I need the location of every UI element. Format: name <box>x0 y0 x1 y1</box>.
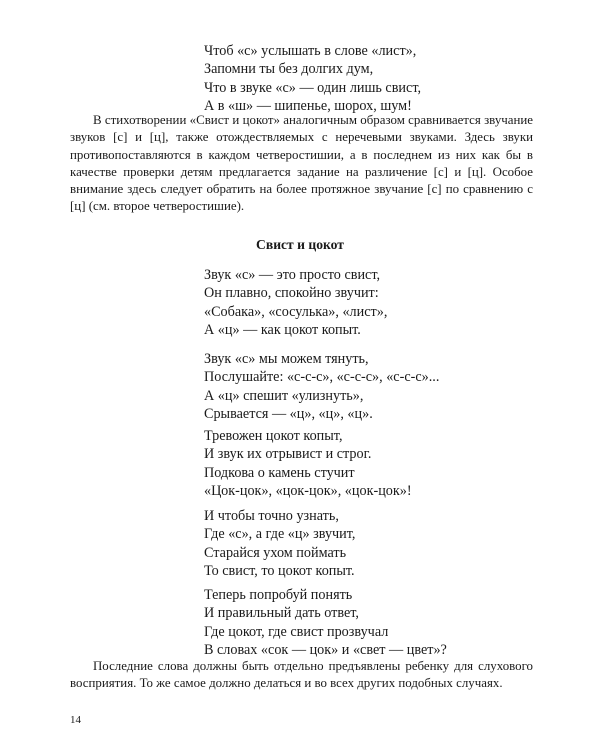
verse-line: Чтоб «с» услышать в слове «лист», <box>204 43 417 59</box>
poem-title: Свист и цокот <box>256 237 344 252</box>
verse-line: Где цокот, где свист прозвучал <box>204 623 389 640</box>
verse-line: И звук их отрывист и строг. <box>204 446 372 463</box>
verse-line: Что в звуке «с» — один лишь свист, <box>204 79 421 96</box>
verse-line: А в «ш» — шипенье, шорох, шум! <box>204 98 412 115</box>
verse-line: Запомни ты без долгих дум, <box>204 61 374 78</box>
verse-line: Где «с», а где «ц» звучит, <box>204 526 356 543</box>
verse-line: В словах «сок — цок» и «свет — цвет»? <box>204 642 447 659</box>
poem-stanza-2 <box>204 350 439 424</box>
verse-line: «Собака», «сосулька», «лист», <box>204 303 388 320</box>
verse-line: То свист, то цокот копыт. <box>204 563 355 580</box>
verse-line: Теперь попробуй понять <box>204 587 353 603</box>
body-paragraph-2: Последние слова должны быть отдельно предъявлены ребенку для слухового восприятия. То же самое должно делаться и во всех других подобных случаях. <box>70 659 533 691</box>
verse-line: Старайся ухом поймать <box>204 544 347 561</box>
verse-line: Он плавно, спокойно звучит: <box>204 285 379 302</box>
page-number: 14 <box>70 714 81 726</box>
verse-line: И чтобы точно узнать, <box>204 508 339 524</box>
body-paragraph-1: В стихотворении «Свист и цокот» аналогичным образом сравнивается звучание звуков [с] и [ц], также отождествляемых с неречевыми звуками. Здесь звуки противопоставляются в каждом четверостишии, а в последнем из них как бы в качестве проверки детям предлагается задание на различение [с] и [ц]. Особое внимание здесь следует обратить на более протяжное звучание [с] по сравнению с [ц] (см. второе четверостишие). <box>70 113 533 214</box>
verse-line: Тревожен цокот копыт, <box>204 428 343 444</box>
verse-line: Звук «с» мы можем тянуть, <box>204 351 369 367</box>
verse-line: Подкова о камень стучит <box>204 464 355 481</box>
poem-stanza-3 <box>204 427 412 501</box>
poem-stanza-4 <box>204 507 355 581</box>
verse-line: И правильный дать ответ, <box>204 605 359 622</box>
verse-line: Послушайте: «с-с-с», «с-с-с», «с-с-с»... <box>204 369 440 386</box>
intro-stanza <box>204 42 421 116</box>
verse-line: Срывается — «ц», «ц», «ц». <box>204 406 373 423</box>
verse-line: Звук «с» — это просто свист, <box>204 267 381 283</box>
poem-stanza-1 <box>204 266 387 340</box>
poem-stanza-5 <box>204 586 447 660</box>
verse-line: «Цок-цок», «цок-цок», «цок-цок»! <box>204 483 412 500</box>
verse-line: А «ц» спешит «улизнуть», <box>204 387 364 404</box>
verse-line: А «ц» — как цокот копыт. <box>204 322 361 339</box>
